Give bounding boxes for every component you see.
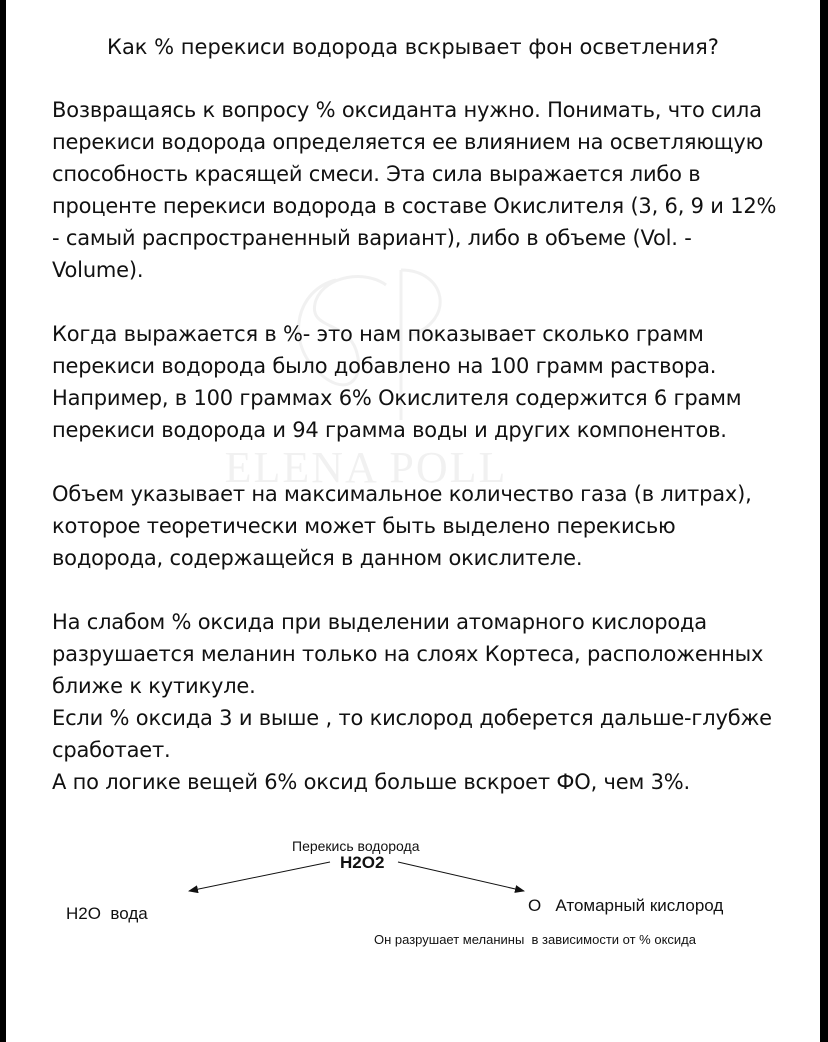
reaction-diagram bbox=[6, 0, 820, 1042]
arrow-left bbox=[189, 862, 330, 891]
paragraph-melanin: На слабом % оксида при выделении атомарного кислорода разрушается меланин только на слоях Кортеса, расположенных ближе к кутикуле. Если % оксида 3 и выше , то кислород доберется дальше-глубже сработает. А по логике вещей 6% оксид больше вскроет ФО, чем 3%. bbox=[52, 610, 772, 794]
diagram-left-product: H2O вода bbox=[66, 904, 148, 923]
diagram-note: Он разрушает меланины в зависимости от % оксида bbox=[374, 932, 696, 947]
paragraph-percent: Когда выражается в %- это нам показывает сколько грамм перекиси водорода было добавлено на 100 грамм раствора. Например, в 100 граммах 6% Окислителя содержится 6 грамм перекиси водорода и 94 грамма воды и других компонентов. bbox=[52, 322, 742, 442]
diagram-arrows bbox=[6, 0, 820, 1042]
diagram-formula: H2O2 bbox=[340, 853, 385, 872]
document-title: Как % перекиси водорода вскрывает фон осветления? bbox=[107, 35, 719, 59]
watermark-text: ELENA POLL bbox=[224, 443, 508, 492]
diagram-caption: Перекись водорода bbox=[292, 838, 420, 854]
diagram-right-product: O Атомарный кислород bbox=[528, 896, 724, 915]
paragraph-volume: Объем указывает на максимальное количество газа (в литрах), которое теоретически может быть выделено перекисью водорода, содержащейся в данном окислителе. bbox=[52, 482, 752, 570]
paragraph-oxidant-strength: Возвращаясь к вопросу % оксиданта нужно. Понимать, что сила перекиси водорода определяется ее влиянием на осветляющую способность красящей смеси. Эта сила выражается либо в проценте перекиси водорода в составе Окислителя (3, 6, 9 и 12% - самый распространенный вариант), либо в объеме (Vol. - Volume). bbox=[52, 98, 777, 282]
arrow-right bbox=[398, 862, 524, 891]
document-page bbox=[6, 0, 820, 1042]
